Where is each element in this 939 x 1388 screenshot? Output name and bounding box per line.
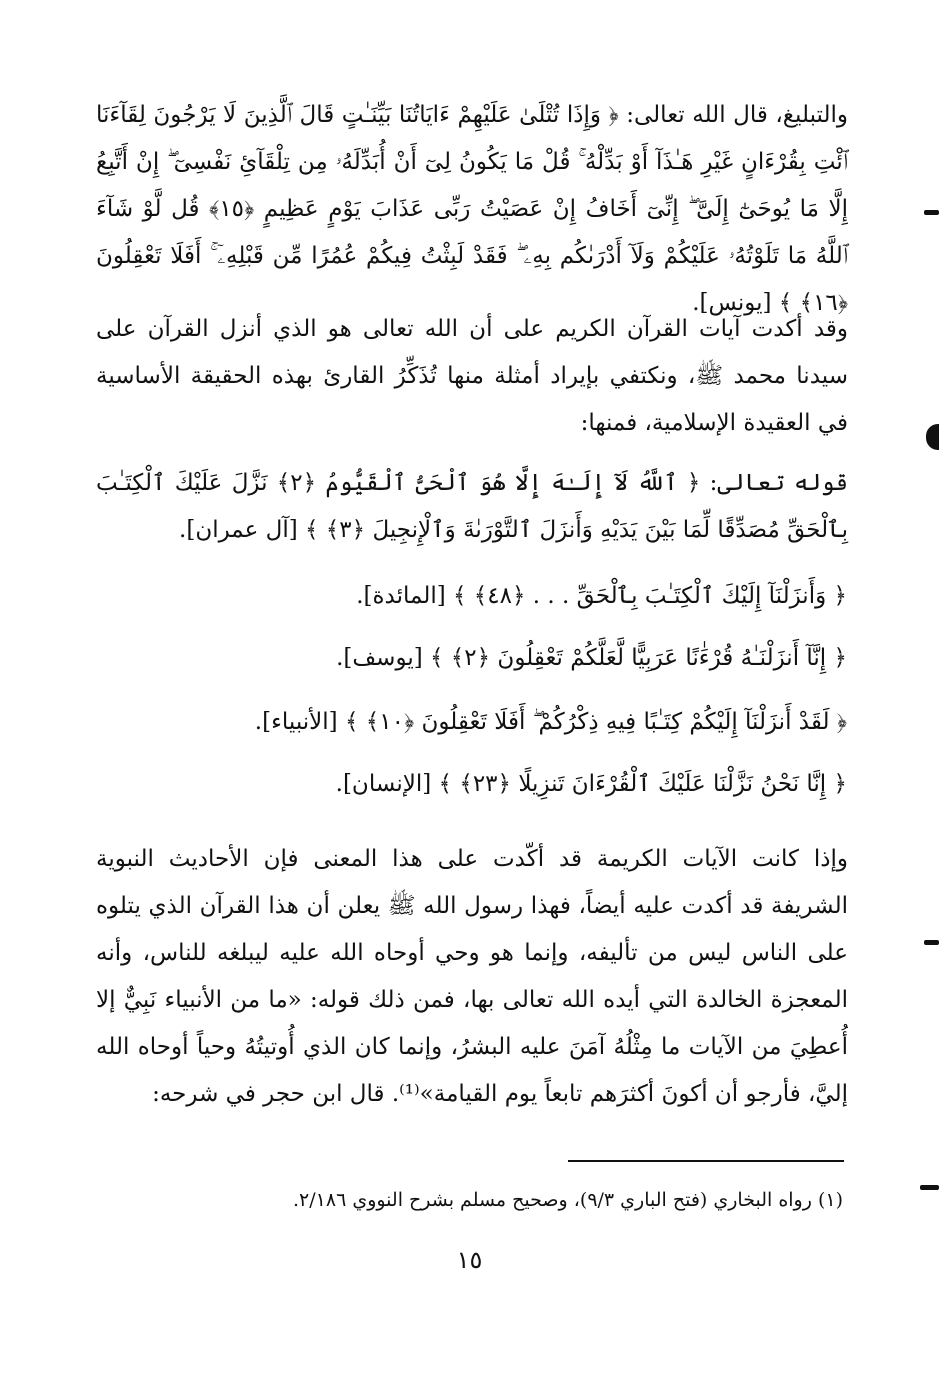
footnote: (١) رواه البخاري (فتح الباري ٩/٣)، وصحيح مسلم بشرح النووي ٢/١٨٦. — [293, 1189, 843, 1211]
paragraph-quran-al-imran: قوله تعالى: ﴿ ٱللَّهُ لَآ إِلَـٰهَ إِلَّا هُوَ ٱلْحَىُّ ٱلْقَيُّومُ ﴿٢﴾ نَزَّلَ عَلَيْكَ ٱلْكِتَـٰبَ بِٱلْحَقِّ مُصَدِّقًا لِّمَا بَيْنَ يَدَيْهِ وَأَنزَلَ ٱلتَّوْرَىٰةَ وَٱلْإِنجِيلَ ﴿٣﴾ ﴾ [آل عمران]. — [96, 470, 848, 543]
paragraph-hadith: وإذا كانت الآيات الكريمة قد أكّدت على هذا المعنى فإن الأحاديث النبوية الشريفة قد أكدت عليه أيضاً، فهذا رسول الله ﷺ يعلن أن هذا القرآن الذي يتلوه على الناس ليس من تأليفه، وإنما هو وحي أوحاه الله عليه ليبلغه للناس، وأنه المعجزة الخالدة التي أيده الله تعالى بها، فمن ذلك قوله: «ما من الأنبياء نَبِيٌّ إلا أُعطِيَ من الآيات ما مِثْلُهُ آمَنَ عليه البشرُ، وإنما كان الذي أُوتيتُهُ وحياً أوحاه الله إليَّ، فأرجو أن أكونَ أكثرَهم تابعاً يوم القيامة»⁽¹⁾. قال ابن حجر في شرحه: — [96, 846, 848, 1107]
page-number: ١٥ — [456, 1246, 483, 1274]
verse-al-maidah: ﴿ وَأَنزَلْنَآ إِلَيْكَ ٱلْكِتَـٰبَ بِٱلْحَقِّ . . . ﴿٤٨﴾ ﴾ [المائدة]. — [356, 583, 847, 609]
verse-yusuf: ﴿ إِنَّآ أَنزَلْنَـٰهُ قُرْءَٰنًا عَرَبِيًّا لَّعَلَّكُمْ تَعْقِلُونَ ﴿٢﴾ ﴾ [يوسف]. — [336, 645, 847, 671]
paragraph-quran-yunus: والتبليغ، قال الله تعالى: ﴿ وَإِذَا تُتْلَىٰ عَلَيْهِمْ ءَايَاتُنَا بَيِّنَـٰتٍ قَالَ ٱلَّذِينَ لَا يَرْجُونَ لِقَآءَنَا ٱئْتِ بِقُرْءَانٍ غَيْرِ هَـٰذَآ أَوْ بَدِّلْهُ ۚ قُلْ مَا يَكُونُ لِىٓ أَنْ أُبَدِّلَهُۥ مِن تِلْقَآئِ نَفْسِىٓ ۖ إِنْ أَتَّبِعُ إِلَّا مَا يُوحَىٰٓ إِلَىَّ ۖ إِنِّىٓ أَخَافُ إِنْ عَصَيْتُ رَبِّى عَذَابَ يَوْمٍ عَظِيمٍ ﴿١٥﴾ قُل لَّوْ شَآءَ ٱللَّهُ مَا تَلَوْتُهُۥ عَلَيْكُمْ وَلَآ أَدْرَىٰكُم بِهِۦ ۖ فَقَدْ لَبِثْتُ فِيكُمْ عُمُرًا مِّن قَبْلِهِۦٓ ۚ أَفَلَا تَعْقِلُونَ ﴿١٦﴾ ﴾ [يونس]. — [96, 102, 848, 316]
scan-edge-mark — [920, 1185, 939, 1190]
scan-edge-mark — [924, 940, 939, 945]
footnote-divider — [568, 1160, 844, 1162]
scan-edge-mark — [924, 210, 939, 215]
paragraph-quran-affirmation: وقد أكدت آيات القرآن الكريم على أن الله تعالى هو الذي أنزل القرآن على سيدنا محمد ﷺ، ونكتفي بإيراد أمثلة منها تُذَكِّرُ القارئ بهذه الحقيقة الأساسية في العقيدة الإسلامية، فمنها: — [96, 316, 848, 436]
verse-al-anbiya: ﴿ لَقَدْ أَنزَلْنَآ إِلَيْكُمْ كِتَـٰبًا فِيهِ ذِكْرُكُمْ ۖ أَفَلَا تَعْقِلُونَ ﴿١٠﴾ ﴾ [الأنبياء]. — [254, 709, 847, 735]
scan-edge-mark — [926, 424, 939, 450]
verse-al-insan: ﴿ إِنَّا نَحْنُ نَزَّلْنَا عَلَيْكَ ٱلْقُرْءَانَ تَنزِيلًا ﴿٢٣﴾ ﴾ [الإنسان]. — [335, 771, 847, 797]
